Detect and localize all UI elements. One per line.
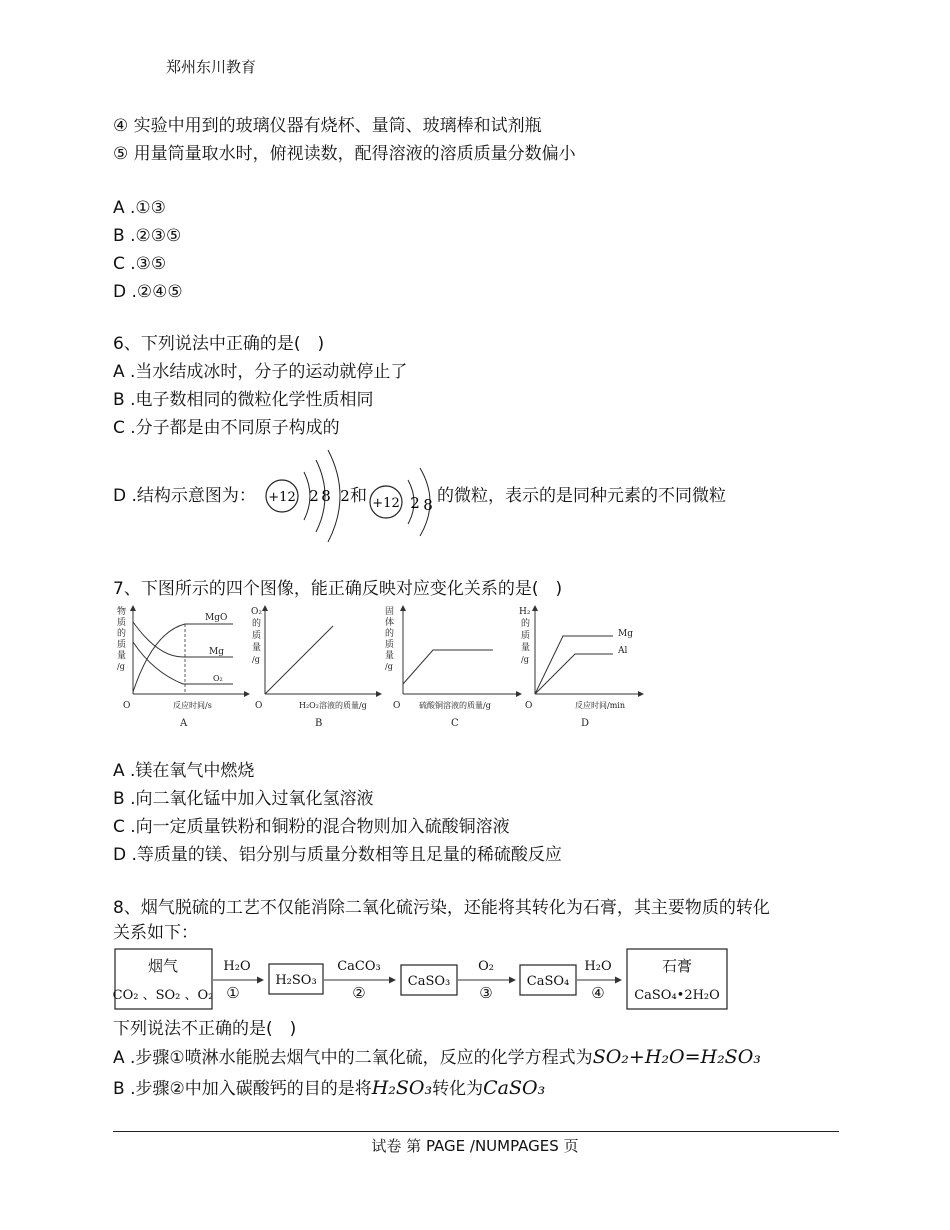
q8-option-b-formula2: CaSO₃ — [483, 1077, 546, 1099]
flow-box2: H₂SO₃ — [275, 973, 317, 988]
q7-option-a: A .镁在氧气中燃烧 — [113, 761, 255, 781]
atom1-shell2-count: 8 — [321, 487, 331, 505]
q8-question: 下列说法不正确的是( ) — [113, 1019, 297, 1039]
graph-a-label-o2: O₂ — [213, 674, 223, 683]
graph-c-ylabel-1: 固 — [385, 607, 395, 617]
graph-d-ylabel-2: 的 — [521, 619, 531, 629]
q5-option-c: C .③⑤ — [113, 254, 167, 274]
q6-stem: 6、下列说法中正确的是( ) — [113, 334, 325, 354]
atom2-nucleus: +12 — [372, 496, 400, 511]
atom1-shell1-count: 2 — [309, 487, 319, 505]
graph-c-ylabel-6: /g — [385, 662, 393, 671]
flow-box1-title: 烟气 — [147, 957, 179, 975]
q8-stem-line2: 关系如下： — [113, 923, 198, 943]
graph-d-label-mg: Mg — [618, 629, 633, 639]
q8-option-b-text2: 转化为 — [432, 1079, 484, 1099]
q7-option-d: D .等质量的镁、铝分别与质量分数相等且足量的稀硫酸反应 — [113, 845, 562, 865]
q6-option-a: A .当水结成冰时，分子的运动就停止了 — [113, 362, 408, 382]
graph-c-xlabel: 硫酸铜溶液的质量/g — [419, 701, 491, 710]
q7-graphs-figure — [113, 602, 653, 732]
graph-d-label-al: Al — [618, 646, 628, 656]
graph-b — [251, 606, 381, 729]
flow-box5-content: CaSO₄•2H₂O — [634, 988, 720, 1003]
graph-c-caption: C — [451, 718, 459, 729]
header-org: 郑州东川教育 — [166, 58, 257, 76]
q6-option-d-and: 和 — [350, 486, 367, 506]
graph-d-caption: D — [581, 718, 590, 729]
flow-arrow2-step: ② — [352, 984, 366, 1002]
graph-a-caption: A — [180, 718, 188, 729]
q8-option-a — [113, 1046, 761, 1069]
flow-box3: CaSO₃ — [407, 974, 451, 989]
q8-option-b-text1: B .步骤②中加入碳酸钙的目的是将 — [113, 1079, 372, 1099]
graph-d-origin: O — [525, 701, 533, 711]
q8-option-a-text: A .步骤①喷淋水能脱去烟气中的二氧化硫，反应的化学方程式为 — [113, 1048, 593, 1068]
q8-stem-line1: 8、烟气脱硫的工艺不仅能消除二氧化硫污染，还能将其转化为石膏，其主要物质的转化 — [113, 898, 770, 918]
graph-a-ylabel-3: 的 — [117, 629, 127, 639]
q5-item-5: ⑤ 用量筒量取水时，俯视读数，配得溶液的溶质质量分数偏小 — [113, 144, 576, 164]
q8-option-b — [113, 1077, 545, 1100]
graph-a-xlabel: 反应时间/s — [173, 701, 212, 710]
flow-box1-content: CO₂ 、SO₂ 、O₂ — [113, 988, 214, 1003]
graph-a — [117, 605, 249, 729]
graph-a-ylabel-6: /g — [117, 662, 125, 671]
q8-process-flow-diagram — [113, 946, 733, 1014]
graph-a-label-mgo: MgO — [205, 613, 228, 623]
q5-item-4: ④ 实验中用到的玻璃仪器有烧杯、量筒、玻璃棒和试剂瓶 — [113, 116, 542, 136]
graph-b-ylabel-4: 量 — [252, 643, 262, 653]
graph-a-origin: O — [123, 701, 131, 711]
graph-d-ylabel-3: 质 — [521, 631, 531, 641]
q7-stem: 7、下图所示的四个图像，能正确反映对应变化关系的是( ) — [113, 579, 563, 599]
flow-box5-title: 石膏 — [661, 957, 693, 975]
graph-c — [385, 606, 521, 729]
graph-d-xlabel: 反应时间/min — [575, 701, 625, 710]
graph-a-ylabel-1: 物 — [117, 607, 127, 617]
footer-divider — [113, 1131, 839, 1132]
graph-b-xlabel: H₂O₂溶液的质量/g — [299, 701, 367, 710]
atom2-shell2-count: 8 — [423, 496, 433, 514]
flow-arrow4-reagent: H₂O — [584, 959, 612, 974]
graph-b-ylabel-2: 的 — [252, 619, 262, 629]
graph-c-ylabel-3: 的 — [385, 629, 395, 639]
graph-b-caption: B — [315, 718, 323, 729]
q6-option-b: B .电子数相同的微粒化学性质相同 — [113, 390, 374, 410]
flow-arrow1-step: ① — [226, 984, 240, 1002]
flow-arrow2-reagent: CaCO₃ — [337, 959, 381, 974]
q7-option-b: B .向二氧化锰中加入过氧化氢溶液 — [113, 789, 374, 809]
q7-option-c: C .向一定质量铁粉和铜粉的混合物则加入硫酸铜溶液 — [113, 817, 510, 837]
atom-structure-diagram-1 — [264, 446, 356, 546]
q5-option-b: B .②③⑤ — [113, 226, 182, 246]
atom-structure-diagram-2 — [368, 456, 440, 546]
graph-c-ylabel-2: 体 — [385, 618, 395, 628]
flow-box4: CaSO₄ — [526, 974, 570, 989]
graph-a-ylabel-4: 质 — [117, 640, 127, 650]
q6-option-c: C .分子都是由不同原子构成的 — [113, 418, 340, 438]
q6-option-d-prefix: D .结构示意图为： — [113, 486, 256, 506]
graph-b-ylabel-3: 质 — [252, 631, 262, 641]
graph-b-origin: O — [255, 701, 263, 711]
page-footer: 试卷 第 PAGE /NUMPAGES 页 — [371, 1137, 579, 1155]
graph-b-ylabel-5: /g — [252, 655, 260, 664]
atom1-shell3-count: 2 — [340, 487, 350, 505]
graph-c-ylabel-5: 量 — [385, 651, 395, 661]
flow-arrow3-step: ③ — [479, 984, 493, 1002]
q8-option-b-formula1: H₂SO₃ — [371, 1077, 433, 1099]
graph-a-ylabel-5: 量 — [117, 651, 127, 661]
graph-a-label-mg: Mg — [209, 647, 224, 657]
graph-d-ylabel-5: /g — [521, 655, 529, 664]
graph-d-ylabel-1: H₂ — [519, 607, 531, 617]
graph-b-ylabel-1: O₂ — [251, 607, 262, 617]
graph-c-ylabel-4: 质 — [385, 640, 395, 650]
flow-arrow1-reagent: H₂O — [223, 959, 251, 974]
graph-a-ylabel-2: 质 — [117, 618, 127, 628]
flow-arrow4-step: ④ — [591, 984, 605, 1002]
graph-d — [519, 606, 643, 729]
graph-d-ylabel-4: 量 — [521, 643, 531, 653]
q5-option-d: D .②④⑤ — [113, 282, 183, 302]
q6-option-d-suffix: 的微粒，表示的是同种元素的不同微粒 — [437, 486, 726, 506]
q5-option-a: A .①③ — [113, 198, 166, 218]
graph-c-origin: O — [393, 701, 401, 711]
atom2-shell1-count: 2 — [410, 494, 420, 512]
atom1-nucleus: +12 — [268, 490, 296, 505]
flow-arrow3-reagent: O₂ — [478, 959, 494, 974]
q8-option-a-equation: SO₂+H₂O=H₂SO₃ — [592, 1046, 761, 1068]
